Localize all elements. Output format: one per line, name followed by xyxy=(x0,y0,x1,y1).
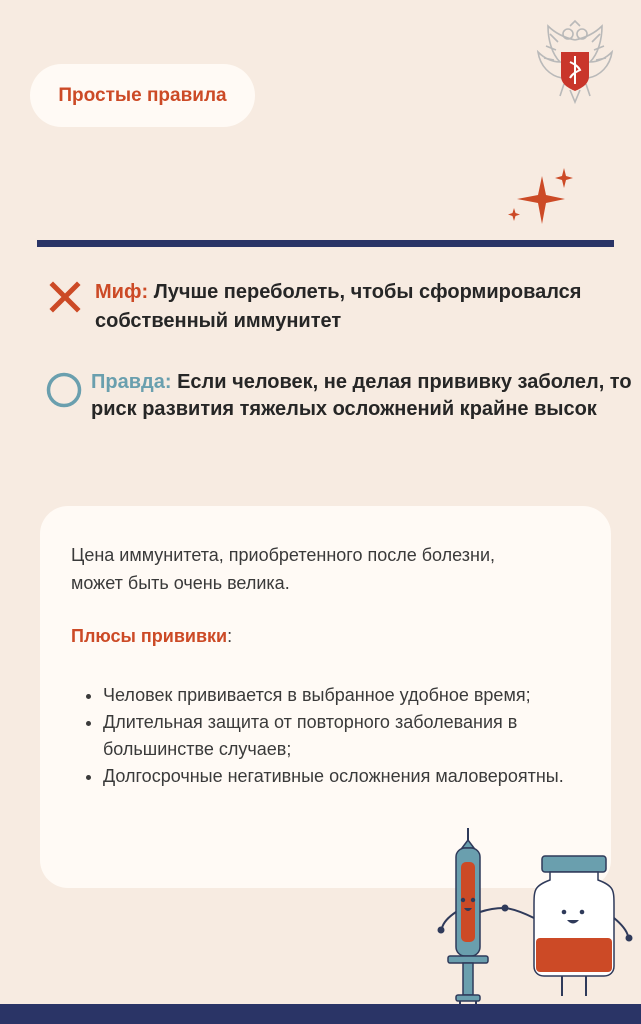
topic-badge-label: Простые правила xyxy=(58,84,227,106)
card-heading xyxy=(71,626,232,647)
footer-bar xyxy=(0,1004,641,1024)
card-intro: Цена иммунитета, приобретенного после болезни, может быть очень велика. xyxy=(71,545,496,593)
truth-text: Если человек, не делая прививку заболел, то риск развития тяжелых осложнений крайне высок xyxy=(91,371,632,420)
card-heading-text: Плюсы прививки xyxy=(71,626,228,646)
myth-label: Миф: xyxy=(95,281,149,303)
sparkles-icon xyxy=(505,168,585,230)
divider xyxy=(37,240,614,247)
list-item: • Долгосрочные негативные осложнения маловероятны. xyxy=(103,763,573,790)
cross-icon xyxy=(48,280,82,314)
truth-statement xyxy=(91,369,636,423)
syringe-and-vial-illustration xyxy=(430,820,641,1010)
topic-badge xyxy=(30,64,255,127)
list-item: • Человек прививается в выбранное удобное время; xyxy=(103,682,573,709)
truth-label: Правда: xyxy=(91,371,172,393)
list-item: • Длительная защита от повторного заболевания в большинстве случаев; xyxy=(103,709,573,763)
myth-statement xyxy=(95,278,595,336)
circle-icon xyxy=(45,371,83,409)
card-heading-suffix: : xyxy=(227,626,233,646)
emblem-icon xyxy=(530,18,620,110)
myth-text: Лучше переболеть, чтобы сформировался собственный иммунитет xyxy=(95,281,582,332)
benefits-list xyxy=(86,682,573,790)
